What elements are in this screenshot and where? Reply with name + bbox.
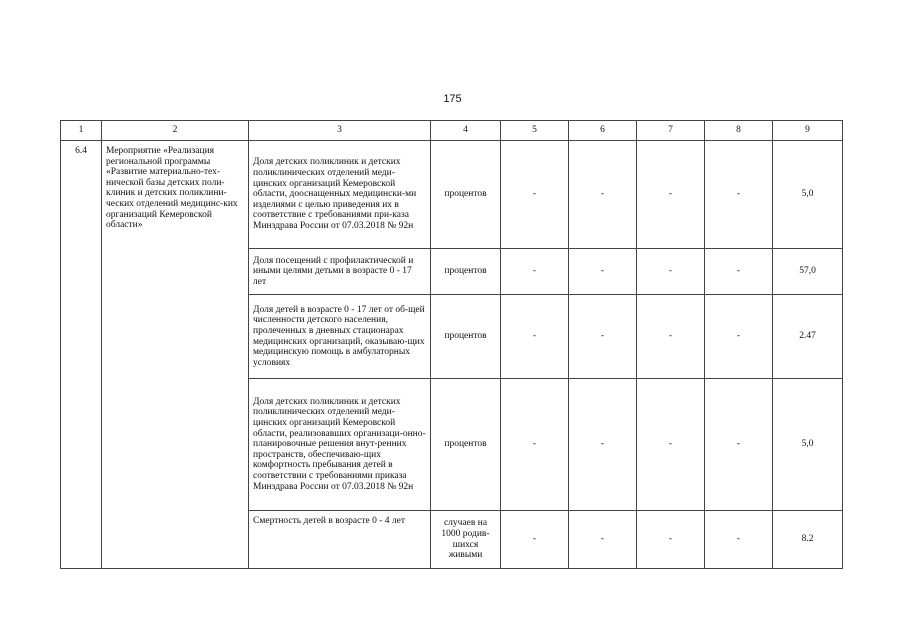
value-cell: - xyxy=(501,249,569,295)
target-value-cell: 5,0 xyxy=(773,379,843,511)
column-header: 4 xyxy=(431,121,501,141)
item-number: 6.4 xyxy=(61,141,102,569)
value-cell: - xyxy=(637,249,705,295)
activity-name: Мероприятие «Реализация региональной программы «Развитие материально-тех-нической базы детских поли-клиник и детских поликлини-ческих отделений медицинс-ких организаций Кемеровской области» xyxy=(102,141,249,569)
unit-cell: процентов xyxy=(431,141,501,249)
table-row xyxy=(61,141,843,249)
indicator-name: Смертность детей в возрасте 0 - 4 лет xyxy=(249,511,431,569)
value-cell: - xyxy=(569,249,637,295)
column-header: 5 xyxy=(501,121,569,141)
column-header: 2 xyxy=(102,121,249,141)
value-cell: - xyxy=(705,511,773,569)
column-header: 6 xyxy=(569,121,637,141)
value-cell: - xyxy=(705,295,773,379)
value-cell: - xyxy=(501,379,569,511)
value-cell: - xyxy=(501,141,569,249)
page-number: 175 xyxy=(443,93,462,105)
unit-cell: процентов xyxy=(431,295,501,379)
indicator-name: Доля детских поликлиник и детских поликлинических отделений меди-цинских организаций Кемеровской области, реализовавших организаци-онно-планировочные решения внут-ренних пространств, обеспечиваю-щих комфортность пребывания детей в соответствии с требованиями приказа Минздрава России от 07.03.2018 № 92н xyxy=(249,379,431,511)
column-header: 9 xyxy=(773,121,843,141)
indicator-name: Доля детей в возрасте 0 - 17 лет от об-щей численности детского населения, пролеченных в дневных стационарах медицинских организаций, оказываю-щих медицинскую помощь в амбулаторных условиях xyxy=(249,295,431,379)
target-value-cell: 5,0 xyxy=(773,141,843,249)
unit-cell: процентов xyxy=(431,379,501,511)
value-cell: - xyxy=(705,249,773,295)
value-cell: - xyxy=(637,295,705,379)
value-cell: - xyxy=(637,511,705,569)
indicator-name: Доля посещений с профилактической и иными целями детьми в возрасте 0 - 17 лет xyxy=(249,249,431,295)
column-header: 1 xyxy=(61,121,102,141)
target-value-cell: 8.2 xyxy=(773,511,843,569)
indicators-table xyxy=(60,120,843,569)
value-cell: - xyxy=(637,141,705,249)
value-cell: - xyxy=(637,379,705,511)
target-value-cell: 2.47 xyxy=(773,295,843,379)
value-cell: - xyxy=(569,511,637,569)
value-cell: - xyxy=(705,379,773,511)
value-cell: - xyxy=(569,295,637,379)
value-cell: - xyxy=(501,295,569,379)
target-value-cell: 57,0 xyxy=(773,249,843,295)
value-cell: - xyxy=(705,141,773,249)
value-cell: - xyxy=(569,141,637,249)
value-cell: - xyxy=(501,511,569,569)
column-header: 7 xyxy=(637,121,705,141)
value-cell: - xyxy=(569,379,637,511)
unit-cell: процентов xyxy=(431,249,501,295)
column-header: 3 xyxy=(249,121,431,141)
indicator-name: Доля детских поликлиник и детских поликлинических отделений меди-цинских организаций Кемеровской области, дооснащенных медицински-ми изделиями с целью приведения их в соответствие с требованиями при-каза Минздрава России от 07.03.2018 № 92н xyxy=(249,141,431,249)
unit-cell: случаев на 1000 родив-шихся живыми xyxy=(431,511,501,569)
column-header: 8 xyxy=(705,121,773,141)
table-header-row xyxy=(61,121,843,141)
